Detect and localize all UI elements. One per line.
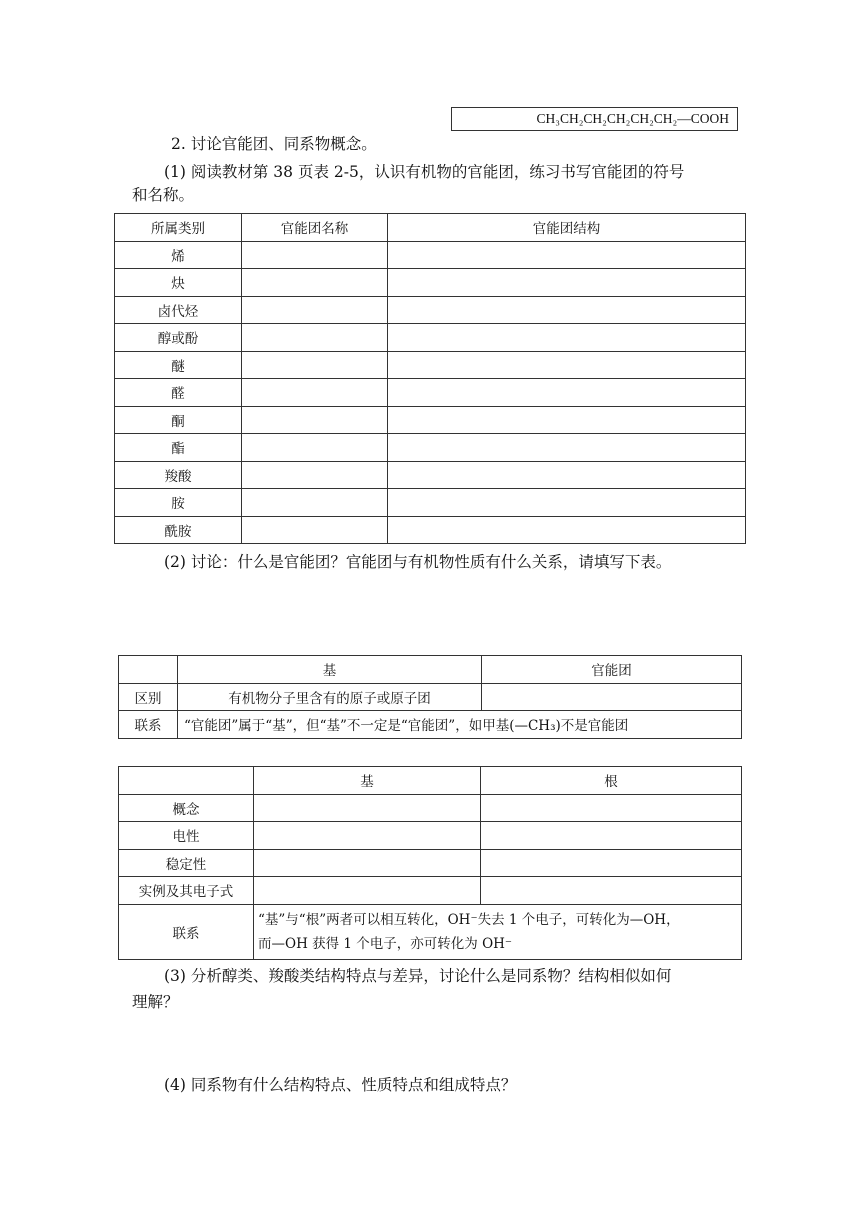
category-cell: 醛 (115, 379, 242, 407)
blank-cell[interactable] (242, 489, 388, 517)
header-group: 基 (178, 656, 482, 684)
blank-cell[interactable] (388, 351, 746, 379)
functional-group-table (114, 213, 746, 544)
row-label-relation: 联系 (119, 904, 254, 959)
table-row (115, 434, 746, 462)
q3-line1: (3) 分析醇类、羧酸类结构特点与差异，讨论什么是同系物？结构相似如何 (164, 967, 672, 985)
category-cell: 炔 (115, 269, 242, 297)
table-row (115, 516, 746, 544)
row-label: 实例及其电子式 (119, 877, 254, 905)
table-row (115, 241, 746, 269)
table-row (119, 711, 742, 739)
table-row (115, 379, 746, 407)
group-vs-functional-table (118, 655, 742, 739)
blank-cell[interactable] (242, 351, 388, 379)
category-cell: 醇或酚 (115, 324, 242, 352)
q4-text: (4) 同系物有什么结构特点、性质特点和组成特点？ (164, 1076, 517, 1094)
table-header-row (119, 656, 742, 684)
header-group-name: 官能团名称 (242, 214, 388, 242)
category-cell: 酯 (115, 434, 242, 462)
blank-cell[interactable] (481, 822, 742, 850)
q1-line2: 和名称。 (132, 186, 195, 204)
blank-cell[interactable] (242, 324, 388, 352)
blank-cell[interactable] (388, 296, 746, 324)
row-label: 概念 (119, 794, 254, 822)
relation-cell (254, 904, 742, 959)
blank-cell[interactable] (388, 406, 746, 434)
category-cell: 酰胺 (115, 516, 242, 544)
table-header-row (119, 767, 742, 795)
header-radical: 根 (481, 767, 742, 795)
section2-title: 2. 讨论官能团、同系物概念。 (171, 135, 377, 153)
corner-cell (119, 656, 178, 684)
blank-cell[interactable] (388, 241, 746, 269)
q3-line2: 理解？ (132, 993, 179, 1011)
blank-cell[interactable] (388, 461, 746, 489)
blank-cell[interactable] (388, 379, 746, 407)
relation-line2: 而—OH 获得 1 个电子，亦可转化为 OH⁻ (258, 935, 513, 952)
relation-cell: “官能团”属于“基”，但“基”不一定是“官能团”，如甲基(—CH₃)不是官能团 (178, 711, 742, 739)
group-vs-radical-table (118, 766, 742, 960)
category-cell: 胺 (115, 489, 242, 517)
blank-cell[interactable] (254, 822, 481, 850)
row-label-relation: 联系 (119, 711, 178, 739)
corner-cell (119, 767, 254, 795)
q1-line1: (1) 阅读教材第 38 页表 2-5，认识有机物的官能团，练习书写官能团的符号 (164, 163, 685, 181)
blank-cell[interactable] (242, 406, 388, 434)
blank-cell[interactable] (242, 516, 388, 544)
q2-text: (2) 讨论：什么是官能团？官能团与有机物性质有什么关系，请填写下表。 (164, 553, 672, 571)
row-label: 电性 (119, 822, 254, 850)
category-cell: 羧酸 (115, 461, 242, 489)
table-row (119, 683, 742, 711)
blank-cell[interactable] (254, 794, 481, 822)
blank-cell[interactable] (242, 379, 388, 407)
table-row (115, 406, 746, 434)
category-cell: 醚 (115, 351, 242, 379)
blank-cell[interactable] (388, 434, 746, 462)
blank-cell[interactable] (242, 296, 388, 324)
table-header-row (115, 214, 746, 242)
table-row (115, 489, 746, 517)
blank-cell[interactable] (242, 434, 388, 462)
blank-cell[interactable] (481, 794, 742, 822)
category-cell: 酮 (115, 406, 242, 434)
table-row (115, 324, 746, 352)
table-row (119, 794, 742, 822)
header-functional-group: 官能团 (482, 656, 742, 684)
table-row (115, 351, 746, 379)
blank-cell[interactable] (388, 269, 746, 297)
table-row (115, 296, 746, 324)
category-cell: 烯 (115, 241, 242, 269)
table-row (119, 822, 742, 850)
blank-cell[interactable] (481, 849, 742, 877)
blank-cell[interactable] (254, 877, 481, 905)
header-group-structure: 官能团结构 (388, 214, 746, 242)
blank-cell[interactable] (254, 849, 481, 877)
blank-cell[interactable] (388, 489, 746, 517)
blank-cell[interactable] (242, 269, 388, 297)
table-row (119, 877, 742, 905)
blank-cell[interactable] (388, 324, 746, 352)
row-label-difference: 区别 (119, 683, 178, 711)
blank-cell[interactable] (242, 241, 388, 269)
blank-cell[interactable] (242, 461, 388, 489)
formula-text: CH₃CH₂CH₂CH₂CH₂CH₂—COOH (536, 111, 729, 126)
blank-cell[interactable] (482, 683, 742, 711)
table-row (115, 269, 746, 297)
table-row (119, 904, 742, 959)
header-category: 所属类别 (115, 214, 242, 242)
category-cell: 卤代烃 (115, 296, 242, 324)
header-group: 基 (254, 767, 481, 795)
blank-cell[interactable] (481, 877, 742, 905)
relation-line1: “基”与“根”两者可以相互转化，OH⁻失去 1 个电子，可转化为—OH， (258, 911, 680, 928)
blank-cell[interactable] (388, 516, 746, 544)
difference-group-cell: 有机物分子里含有的原子或原子团 (178, 683, 482, 711)
formula-box (451, 107, 738, 131)
table-row (115, 461, 746, 489)
row-label: 稳定性 (119, 849, 254, 877)
table-row (119, 849, 742, 877)
